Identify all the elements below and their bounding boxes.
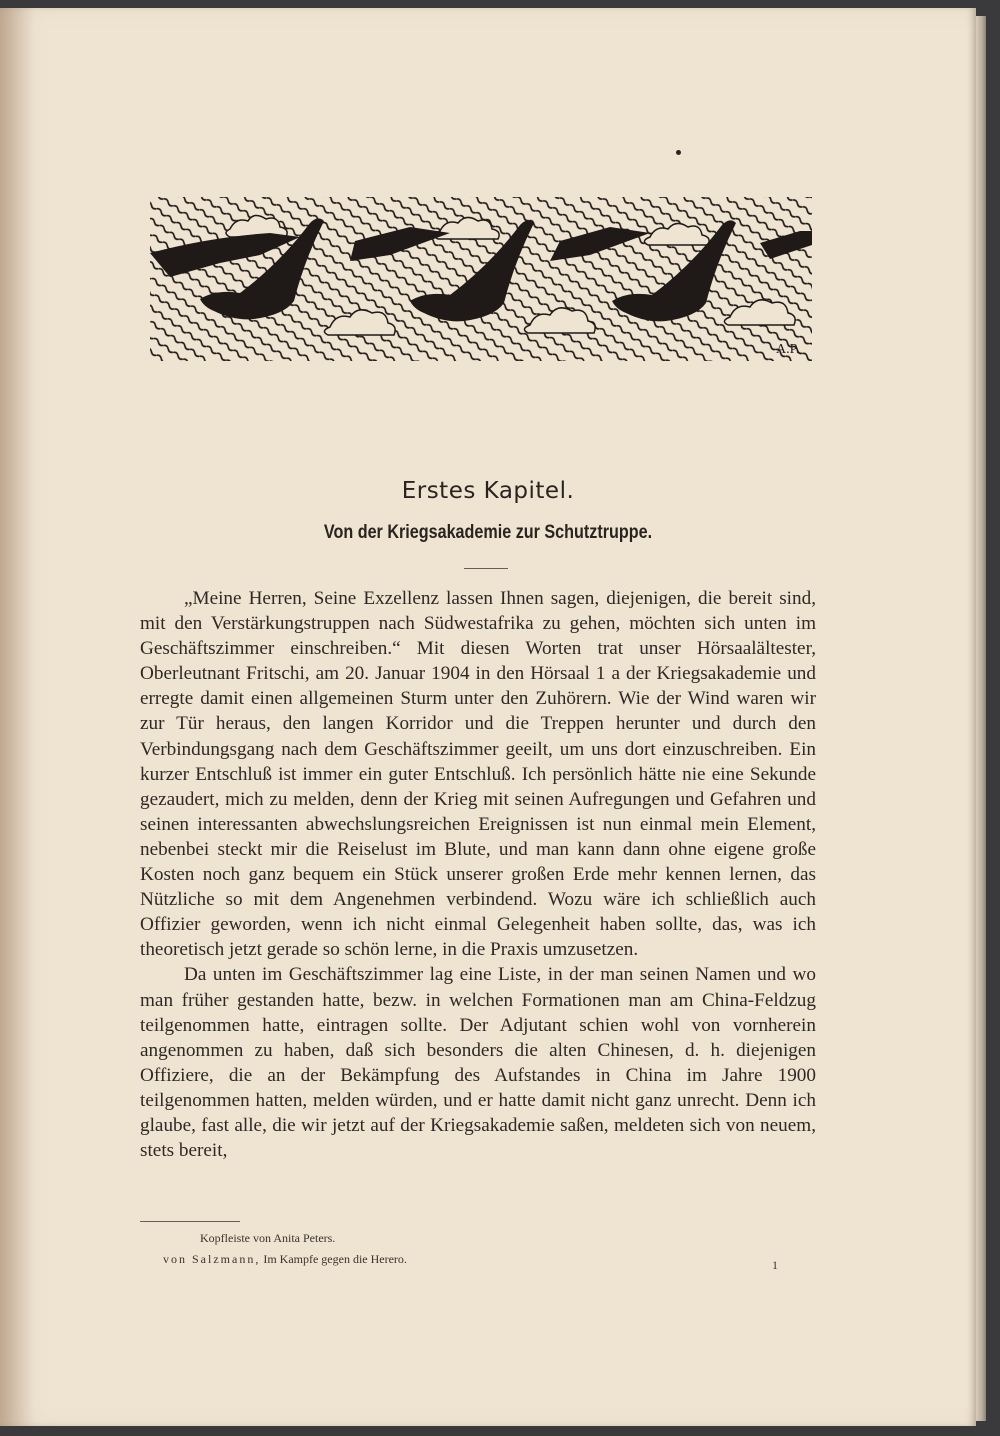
page-gutter xyxy=(0,8,34,1426)
page-edge xyxy=(976,16,986,1421)
book-title: Im Kampfe gegen die Herero. xyxy=(260,1252,407,1266)
running-footer xyxy=(163,1252,407,1267)
author-name: von Salzmann, xyxy=(163,1252,261,1266)
page-number: 1 xyxy=(772,1258,778,1272)
monogram: A.P. xyxy=(776,342,800,357)
footnote-divider xyxy=(140,1221,240,1222)
chapter-subtitle: Von der Kriegsakademie zur Schutztruppe. xyxy=(323,522,653,543)
title-divider xyxy=(464,568,508,569)
ink-dot xyxy=(676,150,681,155)
paragraph: „Meine Herren, Seine Exzellenz lassen Ihnen sagen, diejenigen, die bereit sind, mit den Verstärkungstruppen nach Südwestafrika zu gehen, möchten sich unten im Geschäftszimmer einschreiben.“ Mit diesen Worten trat unser Hörsaalältester, Oberleutnant Fritschi, am 20. Januar 1904 in den Hörsaal 1 a der Kriegsakademie und erregte damit einen allgemeinen Sturm unter den Zuhörern. Wie der Wind waren wir zur Tür heraus, den langen Korridor und die Treppen herunter und durch den Verbindungsgang nach dem Geschäftszimmer geeilt, um uns dort einzuschreiben. Ein kurzer Entschluß ist immer ein guter Entschluß. Ich persönlich hätte nie eine Sekunde gezaudert, mich zu melden, denn der Krieg mit seinen Aufregungen und Gefahren und seinen interessanten abwechslungsreichen Ereignissen ist nun einmal mein Element, nebenbei steckt mir die Reiselust im Blute, und man kann dann ohne eigene große Kosten noch ganz bequem ein Stück unserer großen Erde mehr kennen lernen, das Nützliche so mit dem Angenehmen verbindend. Wozu wäre ich schließlich auch Offizier geworden, wenn ich nicht einmal Gelegenheit haben sollte, das, was ich theoretisch jetzt gerade so schön lerne, in die Praxis umzusetzen. xyxy=(140,588,816,961)
bird-frieze-icon xyxy=(150,197,812,361)
headpiece-credit: Kopfleiste von Anita Peters. xyxy=(200,1231,336,1245)
body-text xyxy=(140,586,816,1163)
paragraph: Da unten im Geschäftszimmer lag eine Liste, in der man seinen Namen und wo man früher gestanden hatte, bezw. in welchen Formationen man am China-Feldzug teilgenommen hatte, eintragen sollte. Der Adjutant schien wohl von vornherein angenommen zu haben, daß sich besonders die alten Chinesen, d. h. diejenigen Offiziere, die an der Bekämpfung des Aufstandes in China im Jahre 1900 teilgenommen hatten, melden würden, und er hatte damit nicht ganz unrecht. Denn ich glaube, fast alle, die wir jetzt auf der Kriegsakademie saßen, meldeten sich von neuem, stets bereit, xyxy=(140,964,816,1162)
chapter-title: Erstes Kapitel. xyxy=(401,478,575,504)
